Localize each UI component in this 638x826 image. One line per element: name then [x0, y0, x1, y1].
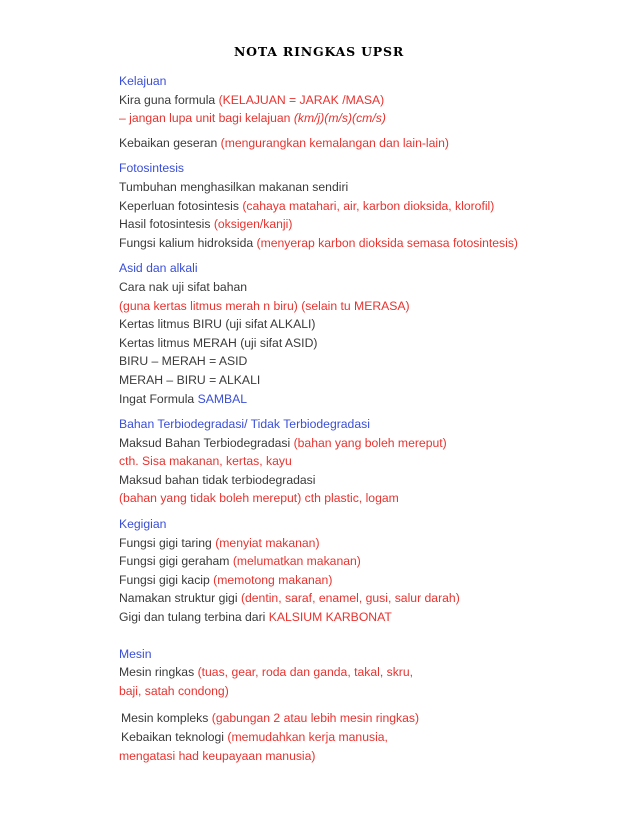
- note-line: [119, 390, 618, 409]
- note-highlight: (memudahkan kerja manusia,: [227, 730, 388, 744]
- note-highlight: (km/j)(m/s)(cm/s): [293, 111, 386, 126]
- note-line: [119, 571, 618, 590]
- note-line: [119, 297, 618, 316]
- note-text: Fungsi gigi geraham: [119, 554, 233, 569]
- note-line: Cara nak uji sifat bahan: [119, 279, 248, 294]
- page-title: NOTA RINGKAS UPSR: [233, 44, 405, 59]
- note-line: [119, 215, 618, 234]
- note-line: [119, 589, 618, 608]
- note-line: Maksud bahan tidak terbiodegradasi: [119, 472, 316, 487]
- note-highlight: (memotong makanan): [213, 572, 333, 587]
- note-highlight: KALSIUM KARBONAT: [268, 610, 392, 625]
- note-text: Fungsi gigi kacip: [119, 572, 214, 587]
- note-line: [119, 534, 618, 553]
- section-heading-asid-alkali: Asid dan alkali: [119, 261, 198, 276]
- note-text: Hasil fotosintesis: [119, 217, 214, 232]
- note-highlight: (bahan yang boleh mereput): [293, 435, 447, 450]
- note-highlight: (melumatkan makanan): [232, 554, 361, 569]
- note-line: [119, 608, 618, 627]
- note-text: Mesin ringkas: [119, 665, 198, 680]
- note-text: Maksud Bahan Terbiodegradasi: [119, 435, 294, 450]
- note-line: [119, 234, 618, 253]
- note-highlight: (gabungan 2 atau lebih mesin ringkas): [211, 711, 420, 726]
- note-text: Fungsi kalium hidroksida: [119, 235, 257, 250]
- note-line: baji, satah condong): [119, 683, 229, 698]
- section-heading-kegigian: Kegigian: [119, 517, 167, 532]
- note-highlight: (cahaya matahari, air, karbon dioksida, klorofil): [242, 198, 495, 213]
- note-text: Gigi dan tulang terbina dari: [119, 610, 269, 625]
- note-line: (bahan yang tidak boleh mereput) cth plastic, logam: [119, 491, 399, 506]
- note-line: [119, 134, 618, 153]
- note-text: Ingat Formula: [119, 391, 198, 406]
- note-highlight: (tuas, gear, roda dan ganda, takal, skru,: [197, 665, 414, 680]
- note-highlight: (dentin, saraf, enamel, gusi, salur darah): [240, 591, 460, 606]
- note-line: mengatasi had keupayaan manusia): [119, 748, 316, 763]
- note-line: [119, 434, 618, 453]
- note-highlight: (selain tu MERASA): [301, 298, 410, 313]
- note-line: cth. Sisa makanan, kertas, kayu: [119, 454, 292, 469]
- note-highlight: SAMBAL: [197, 391, 248, 406]
- note-highlight: (guna kertas litmus merah n biru): [119, 298, 302, 313]
- note-line: [119, 728, 618, 747]
- note-text: Keperluan fotosintesis: [119, 198, 243, 213]
- note-line: Tumbuhan menghasilkan makanan sendiri: [119, 179, 349, 194]
- note-highlight: (KELAJUAN = JARAK /MASA): [218, 92, 385, 107]
- note-highlight: (mengurangkan kemalangan dan lain-lain): [220, 135, 449, 150]
- note-text: Kebaikan geseran: [119, 135, 221, 150]
- note-line: Kertas litmus MERAH (uji sifat ASID): [119, 335, 318, 350]
- section-heading-kelajuan: Kelajuan: [119, 74, 167, 88]
- note-line: [119, 197, 618, 216]
- note-line: [119, 91, 618, 110]
- notes-body: [119, 72, 618, 765]
- note-line: [119, 663, 618, 682]
- note-line: BIRU – MERAH = ASID: [119, 354, 248, 369]
- note-text: Namakan struktur gigi: [119, 591, 241, 606]
- note-text: Kira guna formula: [119, 92, 219, 107]
- note-highlight: (menyerap karbon dioksida semasa fotosintesis): [256, 235, 518, 250]
- section-heading-mesin: Mesin: [119, 646, 152, 661]
- note-text: Fungsi gigi taring: [119, 535, 216, 550]
- note-text: Mesin kompleks: [121, 711, 212, 726]
- note-line: Kertas litmus BIRU (uji sifat ALKALI): [119, 317, 316, 332]
- note-line: [119, 709, 618, 728]
- note-highlight: (menyiat makanan): [215, 535, 320, 550]
- note-highlight: – jangan lupa unit bagi kelajuan: [119, 111, 294, 126]
- note-line: MERAH – BIRU = ALKALI: [119, 372, 261, 387]
- note-highlight: (oksigen/kanji): [213, 217, 293, 232]
- note-line: [119, 109, 618, 128]
- section-heading-biodegradasi: Bahan Terbiodegradasi/ Tidak Terbiodegradasi: [119, 417, 370, 432]
- note-text: Kebaikan teknologi: [121, 730, 228, 744]
- section-heading-fotosintesis: Fotosintesis: [119, 161, 185, 176]
- note-line: [119, 552, 618, 571]
